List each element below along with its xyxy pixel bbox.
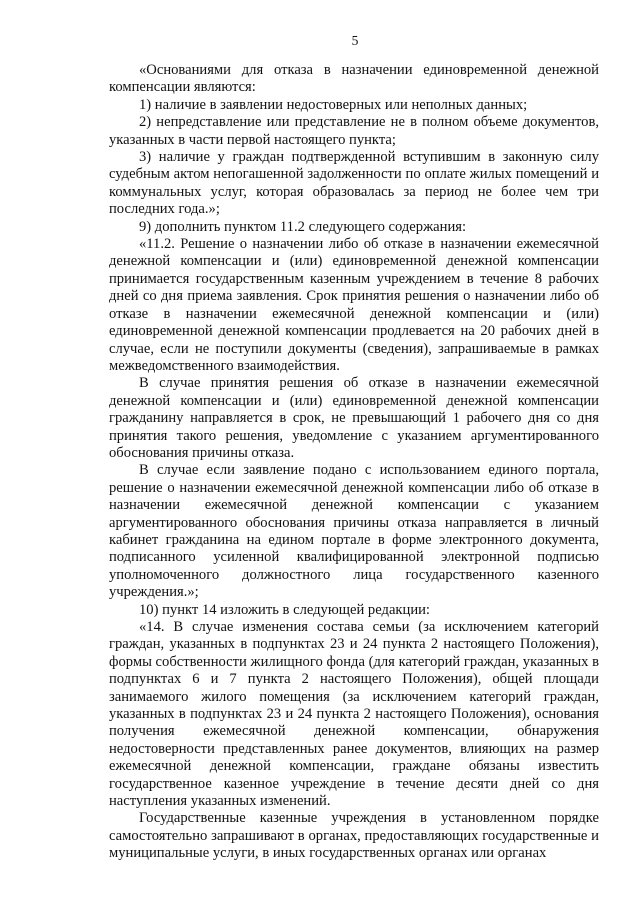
document-body [109, 62, 599, 863]
paragraph: Государственные казенные учреждения в установленном порядке самостоятельно запрашивают в органах, предоставляющих государственные и муниципальные услуги, в иных государственных органах или органах [109, 810, 599, 862]
paragraph: «14. В случае изменения состава семьи (за исключением категорий граждан, указанных в подпунктах 23 и 24 пункта 2 настоящего Положения), формы собственности жилищного фонда (для категорий граждан, указанных в подпунктах 6 и 7 пункта 2 настоящего Положения), общей площади занимаемого жилого помещения (за исключением категорий граждан, указанных в подпунктах 23 и 24 пункта 2 настоящего Положения), основания получения ежемесячной денежной компенсации, обнаружения недостоверности представленных ранее документов, влияющих на размер ежемесячной денежной компенсации, граждане обязаны известить государственное казенное учреждение в течение десяти дней со дня наступления указанных изменений. [109, 619, 599, 810]
paragraph: «Основаниями для отказа в назначении единовременной денежной компенсации являются: [109, 62, 599, 96]
paragraph: 2) непредставление или представление не в полном объеме документов, указанных в части первой настоящего пункта; [109, 114, 599, 148]
paragraph: В случае если заявление подано с использованием единого портала, решение о назначении ежемесячной денежной компенсации либо об отказе в назначении ежемесячной денежной компенсации с указанием аргументированного обоснования причины отказа направляется в личный кабинет гражданина на едином портале в форме электронного документа, подписанного усиленной квалифицированной электронной подписью уполномоченного должностного лица государственного казенного учреждения.»; [109, 462, 599, 601]
paragraph: 1) наличие в заявлении недостоверных или неполных данных; [139, 96, 528, 113]
paragraph: «11.2. Решение о назначении либо об отказе в назначении ежемесячной денежной компенсации и (или) единовременной денежной компенсации принимается государственным казенным учреждением в течение 8 рабочих дней со дня приема заявления. Срок принятия решения о назначении либо об отказе в назначении ежемесячной денежной компенсации и (или) единовременной денежной компенсации продлевается на 20 рабочих дней в случае, если не поступили документы (сведения), запрашиваемые в рамках межведомственного взаимодействия. [109, 236, 599, 374]
paragraph: 9) дополнить пунктом 11.2 следующего содержания: [139, 218, 467, 235]
paragraph: 10) пункт 14 изложить в следующей редакции: [139, 601, 430, 618]
page-number: 5 [351, 33, 359, 48]
paragraph: В случае принятия решения об отказе в назначении ежемесячной денежной компенсации и (или) единовременной денежной компенсации гражданину направляется в срок, не превышающий 1 рабочего дня со дня принятия такого решения, уведомление с указанием аргументированного обоснования причины отказа. [109, 375, 599, 461]
paragraph: 3) наличие у граждан подтвержденной вступившим в законную силу судебным актом непогашенной задолженности по оплате жилых помещений и коммунальных услуг, которая образовалась за период не более чем три последних года.»; [109, 149, 599, 218]
